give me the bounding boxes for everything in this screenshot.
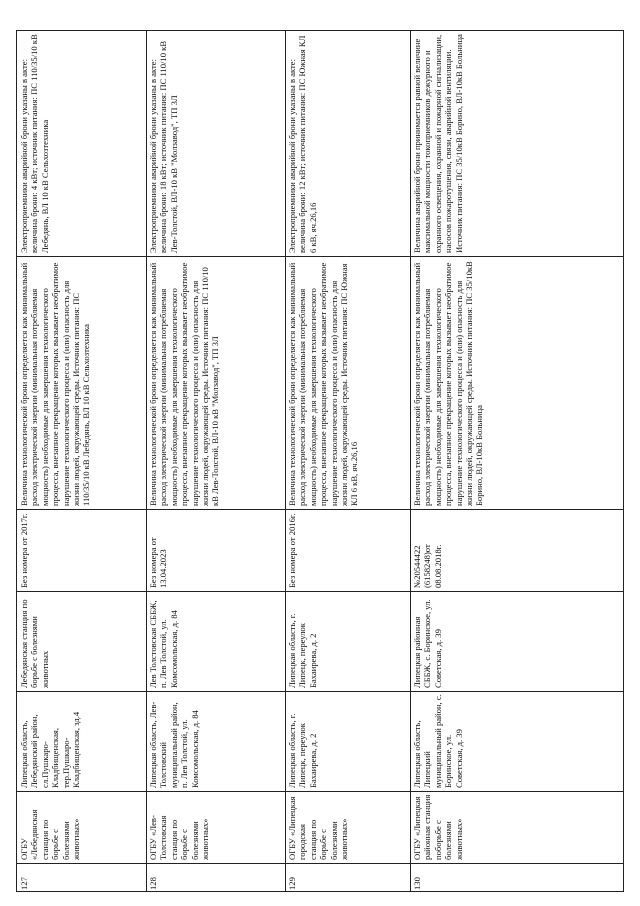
cell-org-127: ОГБУ «Лебедянская станция по борьбе с болезнями животных»: [19, 807, 82, 860]
cell-org-130: ОГБУ «Липецкая районная станция поборьбе с болезнями животных»: [412, 792, 464, 860]
cell-address-130: Липецкая область, Липецкий муниципальный район, с. Боринское, ул. Советская, д. 39: [412, 692, 464, 788]
cell-value-128: Величина технологической брони определяется как минимальный расход электрической энергии (минимальная потребляемая мощность) необходимые для завершения технологического процесса, внезапное прекращение которых вызывает необратимое нарушение технологического процесса и (или) опасность для жизни людей, окружающей среды. Источник питания: ПС 110/10 кВ Лев-Толстой, ВЛ-10 кВ "Молзавод", ТП 3Л: [148, 260, 221, 506]
cell-org-128: ОГБУ «Лев-Толстовская станция по борьбе с болезнями животных»: [148, 813, 211, 860]
cell-emergency-129: Электроприемники аварийной брони указаны в акте: величина брони: 12 кВт; источник питания: ПС Южная КЛ 6 кВ, яч.26,16: [287, 33, 318, 253]
cell-doc-128: Без номера от 13.04.2023: [148, 535, 169, 588]
cell-address-129: Липецкая область, г. Липецк, переулок Бахаирева, д. 2: [287, 711, 318, 788]
cell-doc-130: №20544422 (6158248)от 08.08.2018г.: [412, 542, 443, 588]
cell-address-127: Липецкая область, Лебедянский район, сл.Пушкаро-Кладбищенская, тер.Пушкаро-Кладбищенская, зд.4: [19, 711, 82, 788]
cell-emergency-127: Электроприемники аварийной брони указаны в акте: величина брони: 4 кВт; источник питания: ПС 110/35/10 кВ Лебедянь, ВЛ 10 кВ Сельхозтехника: [19, 32, 50, 253]
cell-activity-129: Липецкая область, г. Липецк, переулок Бахаирева, д. 2: [287, 611, 318, 688]
cell-activity-128: Лев Толстовская СББЖ, п. Лев Толстой, ул. Комсомольская, д. 84: [148, 598, 179, 688]
reservation-table: [16, 30, 624, 892]
cell-activity-127: Лебедянская станция по борьбе с болезнями животных: [19, 597, 50, 688]
cell-doc-129: Без номера от 2016г.: [287, 513, 297, 588]
cell-num-127: 127: [19, 877, 29, 890]
cell-address-128: Липецкая область, Лев-Толстовский муниципальный район, п. Лев Толстой, ул. Комсомольская, д. 84: [148, 700, 200, 788]
cell-value-129: Величина технологической брони определяется как минимальный расход электрической энергии (минимальная потребляемая мощность) необходимые для завершения технологического процесса, внезапное прекращение которых вызывает необратимое нарушение технологического процесса и (или) опасность для жизни людей, окружающей среды. Источник питания: ПС Южная КЛ 6 кВ, яч.26,16: [287, 260, 360, 506]
cell-num-129: 129: [287, 877, 297, 890]
cell-emergency-128: Электроприемники аварийной брони указаны в акте: величина брони: 18 кВт; источник питания: ПС 110/10 кВ Лев-Толстой, ВЛ-10 кВ "Молзавод", ТП 3Л: [148, 38, 179, 253]
cell-num-130: 130: [412, 877, 422, 890]
cell-org-129: ОГБУ «Липецкая городская станция по борьбе с болезнями животных»: [287, 794, 350, 860]
cell-num-128: 128: [148, 877, 158, 890]
cell-value-130: Величина технологической брони определяется как минимальный расход электрической энергии (минимальная потребляемая мощность) необходимые для завершения технологического процесса, внезапное прекращение которых вызывает необратимое нарушение технологического процесса и (или) опасность для жизни людей, окружающей среды. Источник питания: ПС 35/10кВ Борино, ВЛ-10кВ Больница: [412, 259, 485, 506]
cell-value-127: Величина технологической брони определяется как минимальный расход электрической энергии (минимальная потребляемая мощность) необходимые для завершения технологического процесса, внезапное прекращение которых вызывает необратимое нарушение технологического процесса и (или) опасность для жизни людей, окружающей среды. Источник питания: ПС 110/35/10 кВ Лебедянь, ВЛ 10 кВ Сельхозтехника: [19, 260, 92, 506]
cell-activity-130: Липецкая районная СББЖ, с. Боринское, ул. Советская, д. 39: [412, 597, 443, 688]
cell-emergency-130: Величина аварийной брони принимается равной величине максимальной мощности токоприемников дежурного и охранного освещения, охранной и пожарной сигнализации, насосов пожаротушения, связи, аварийной вентиляции. Источник питания: ПС 35/10кВ Борино, ВЛ-10кВ Больница: [412, 32, 464, 253]
cell-doc-127: Без номера от 2017г.: [19, 513, 29, 588]
